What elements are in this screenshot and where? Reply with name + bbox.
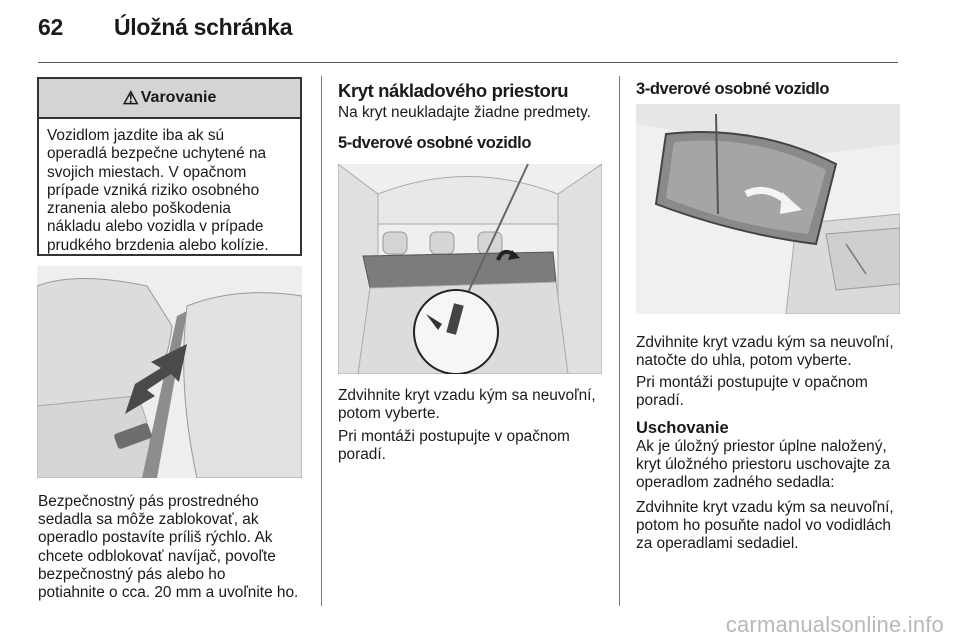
- column-divider: [619, 76, 620, 606]
- subheading-3-door: 3-dverové osobné vozidlo: [636, 80, 830, 98]
- paragraph-line: Pri montáži postupujte v opačnom: [338, 428, 570, 445]
- paragraph-line: poradí.: [636, 392, 684, 410]
- watermark: carmanualsonline.info: [725, 612, 944, 637]
- seatbelt-illustration: [37, 266, 302, 478]
- warning-line: prudkého brzdenia alebo kolízie.: [47, 236, 269, 254]
- paragraph-line: Ak je úložný priestor úplne naložený,: [636, 438, 887, 455]
- page-header: [38, 14, 292, 41]
- page-title: Úložná schránka: [114, 14, 293, 40]
- paragraph: [636, 374, 868, 410]
- caption-line: Bezpečnostný pás prostredného: [38, 493, 259, 510]
- warning-line: svojich miestach. V opačnom: [47, 163, 247, 181]
- cargo-cover-3-door-illustration: [636, 104, 900, 314]
- warning-line: operadlá bezpečne uchytené na: [47, 145, 267, 163]
- paragraph-line: Zdvihnite kryt vzadu kým sa neuvoľní,: [636, 499, 894, 516]
- paragraph: [636, 334, 894, 370]
- paragraph-line: potom vyberte.: [338, 405, 440, 423]
- warning-line: zranenia alebo poškodenia: [47, 200, 231, 218]
- subheading-5-door: 5-dverové osobné vozidlo: [338, 134, 532, 152]
- column-divider: [321, 76, 322, 606]
- paragraph-line: Pri montáži postupujte v opačnom: [636, 374, 868, 391]
- caption-line: chcete odblokovať navíjač, povoľte: [38, 547, 276, 565]
- paragraph: [338, 428, 570, 464]
- warning-header: [39, 79, 300, 119]
- storage-heading: Uschovanie: [636, 419, 729, 437]
- warning-label: Varovanie: [140, 89, 217, 106]
- paragraph-line: za operadlami sedadiel.: [636, 535, 799, 553]
- caption-line: bezpečnostný pás alebo ho: [38, 565, 226, 583]
- paragraph-line: kryt úložného priestoru uschovajte za: [636, 456, 891, 474]
- page-number: 62: [38, 14, 63, 40]
- storage-section: [636, 419, 890, 493]
- cargo-cover-5-door-illustration: [338, 164, 602, 374]
- paragraph-line: natočte do uhla, potom vyberte.: [636, 352, 852, 370]
- paragraph-line: Zdvihnite kryt vzadu kým sa neuvoľní,: [636, 334, 894, 351]
- caption-line: sedadla sa môže zablokovať, ak: [38, 511, 259, 529]
- section-heading: Kryt nákladového priestoru: [338, 80, 569, 101]
- warning-text: [39, 119, 300, 255]
- seatbelt-caption: [38, 493, 298, 602]
- warning-box: [37, 77, 302, 256]
- paragraph: [338, 387, 596, 423]
- paragraph-line: poradí.: [338, 446, 386, 464]
- caption-line: potiahnite o cca. 20 mm a uvoľnite ho.: [38, 584, 299, 602]
- warning-line: nákladu alebo vozidla v prípade: [47, 218, 264, 236]
- caption-line: operadlo postavíte príliš rýchlo. Ak: [38, 529, 273, 547]
- paragraph-line: Zdvihnite kryt vzadu kým sa neuvoľní,: [338, 387, 596, 404]
- warning-line: Vozidlom jazdite iba ak sú: [47, 127, 225, 144]
- warning-triangle-icon: ⚠: [122, 87, 139, 108]
- paragraph-line: operadlom zadného sedadla:: [636, 474, 835, 492]
- warning-line: prípade vzniká riziko osobného: [47, 181, 260, 199]
- header-rule: [38, 62, 898, 63]
- intro-text: Na kryt neukladajte žiadne predmety.: [338, 104, 591, 121]
- paragraph: [636, 499, 894, 554]
- paragraph-line: potom ho posuňte nadol vo vodidlách: [636, 517, 891, 535]
